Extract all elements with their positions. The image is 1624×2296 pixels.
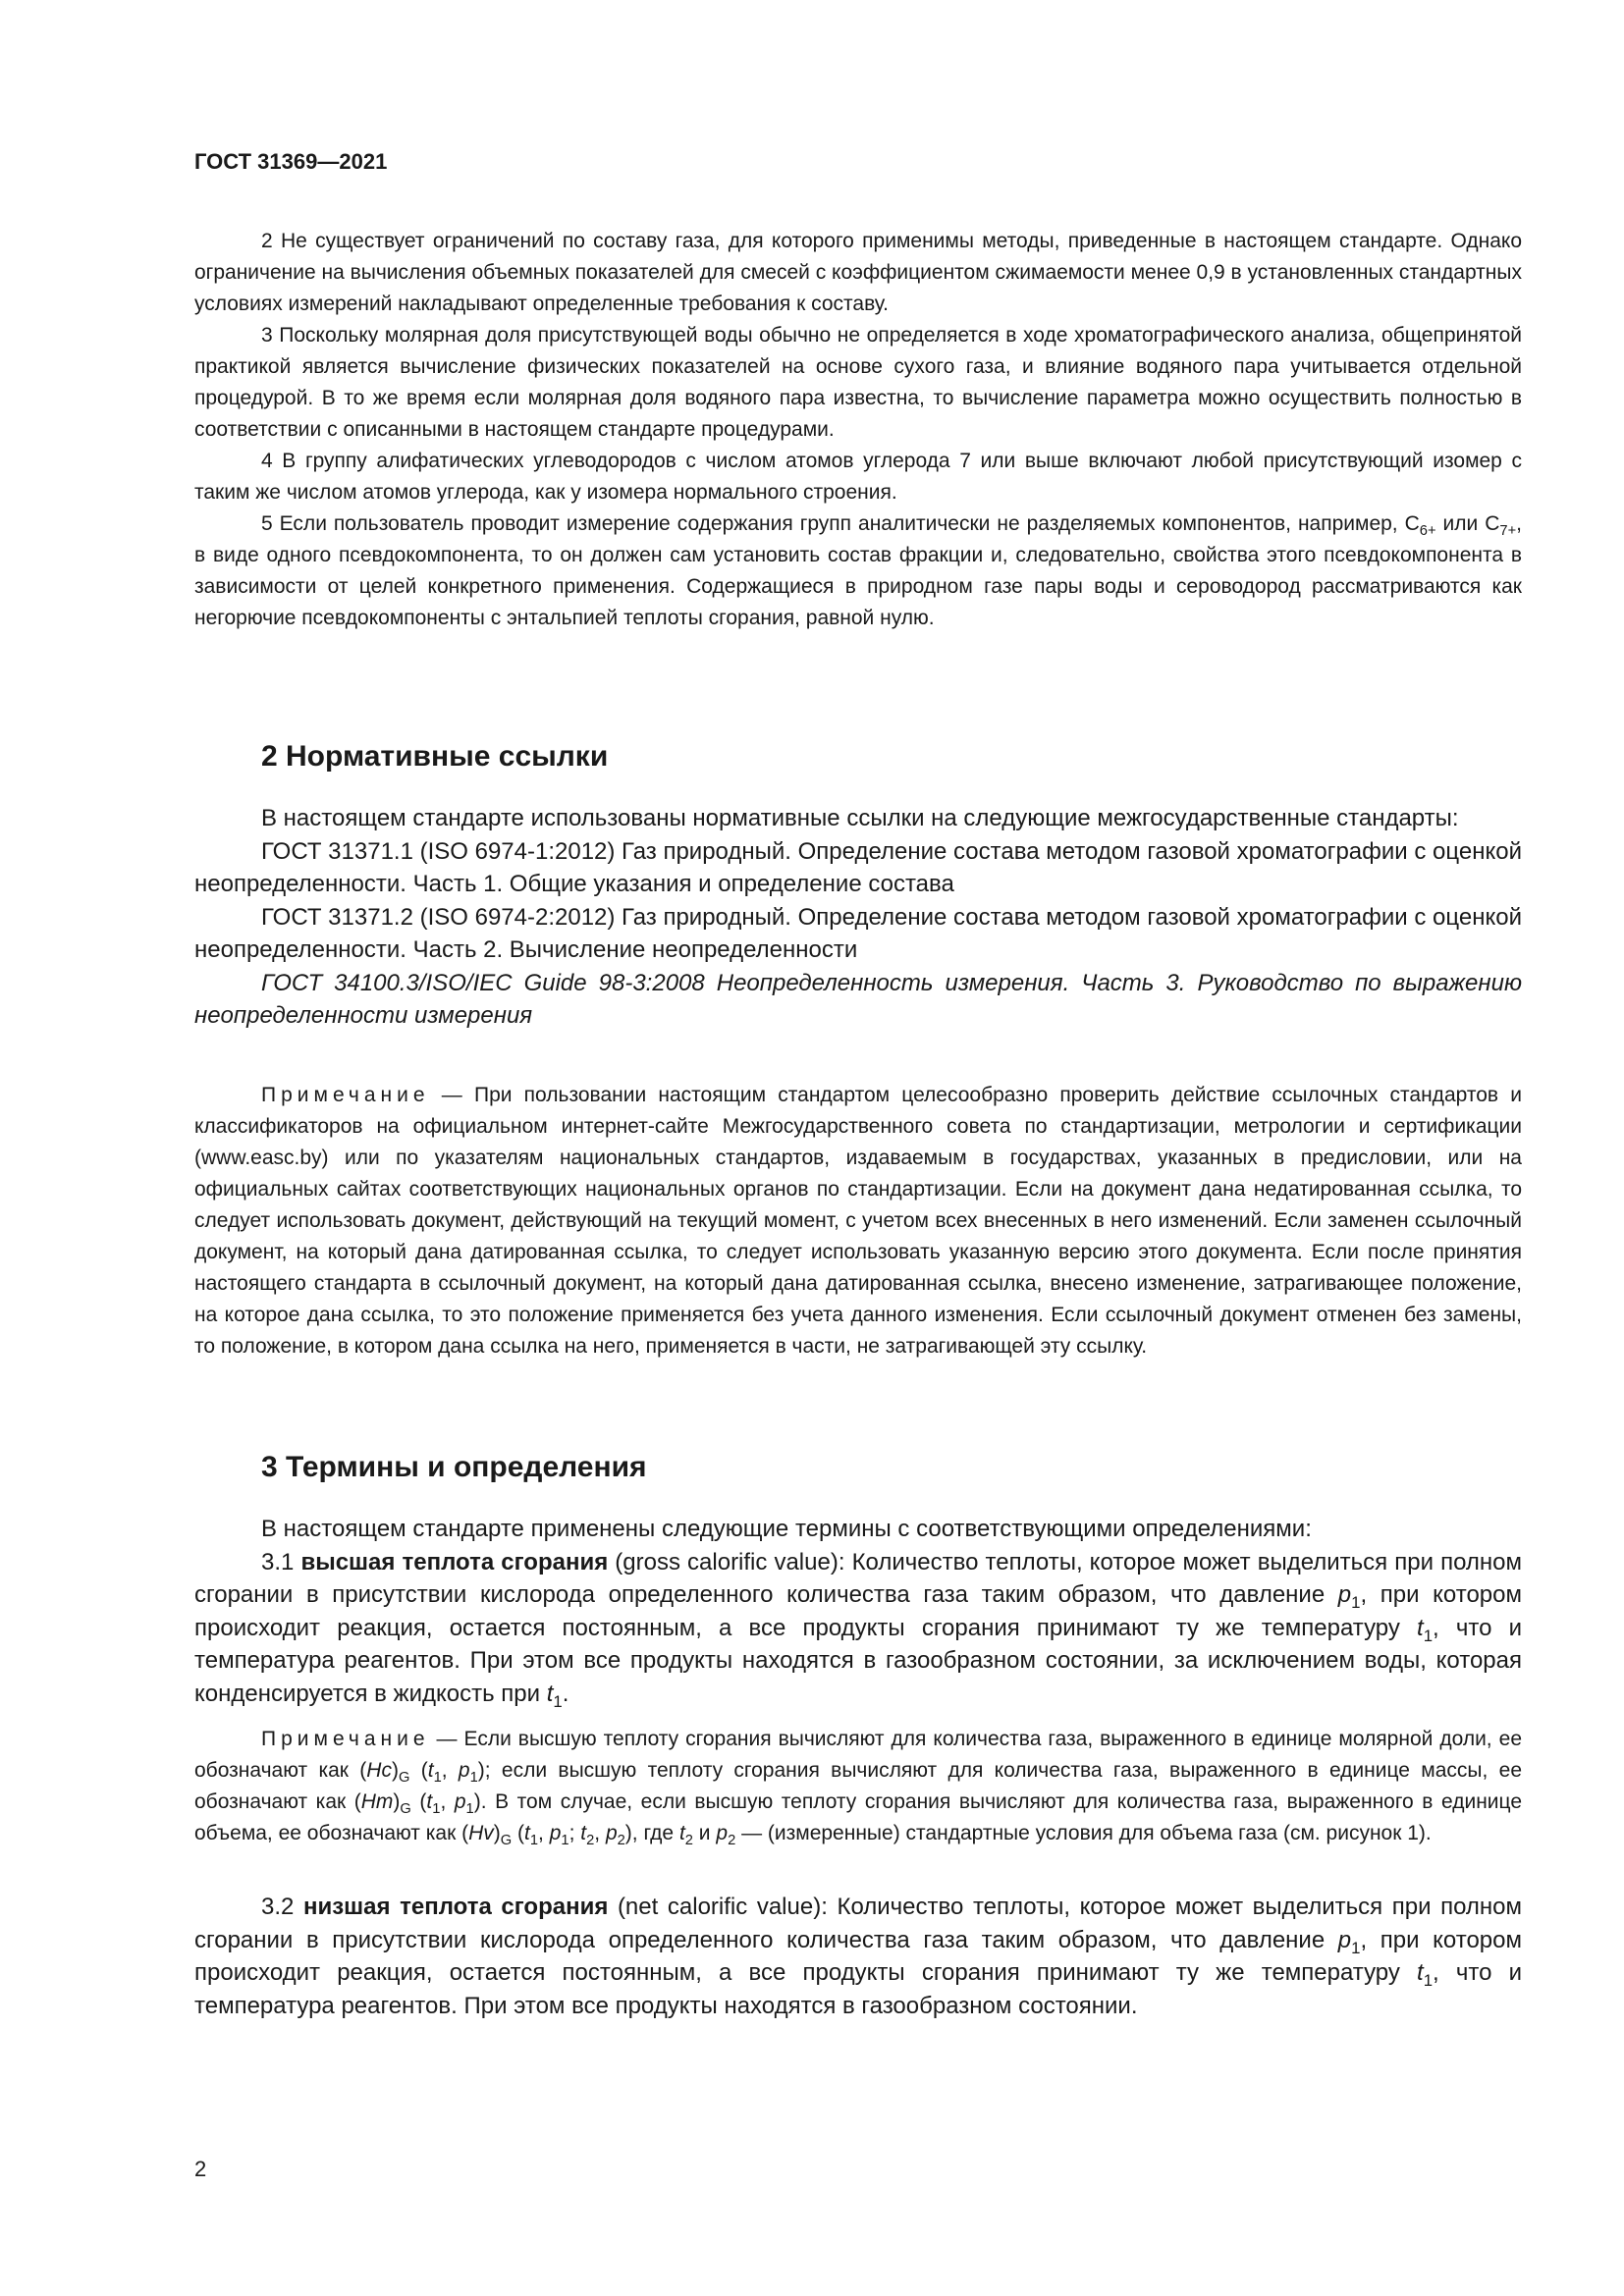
note-5: 5 Если пользователь проводит измерение содержания групп аналитически не разделяемых компонентов, например, $С_{6+}$ или $С_{7+}$, в виде одного псевдокомпонента, то он должен сам установить состав фракции и, следовательно, свойства этого псевдокомпонента в зависимости от целей конкретного применения. Содержащиеся в природном газе пары воды и сероводород рассматриваются как негорючие псевдокомпоненты с энтальпией теплоты сгорания, равной нулю.: [194, 512, 1522, 629]
term-3-1: 3.1 высшая теплота сгорания (gross calorific value): Количество теплоты, которое может выделиться при полном сгорании в присутствии кислорода определенного количества газа таким образом, что давление $p_1$, при котором происходит реакция, остается постоянным, а все продукты сгорания принимают ту же температуру $t_1$, что и температура реагентов. При этом все продукты находятся в газообразном состоянии, за исключением воды, которая конденсируется в жидкость при $t_1$.: [194, 1548, 1522, 1711]
reference-gost-31371-1: ГОСТ 31371.1 (ISO 6974-1:2012) Газ природный. Определение состава методом газовой хроматографии с оценкой неопределенности. Часть 1. Общие указания и определение состава: [194, 837, 1522, 897]
term-3-2: 3.2 низшая теплота сгорания (net calorific value): Количество теплоты, которое может выделиться при полном сгорании в присутствии кислорода определенного количества газа таким образом, что давление $p_1$, при котором происходит реакция, остается постоянным, а все продукты сгорания принимают ту же температуру $t_1$, что и температура реагентов. При этом все продукты находятся в газообразном состоянии.: [194, 1894, 1523, 2019]
reference-gost-31371-2: ГОСТ 31371.2 (ISO 6974-2:2012) Газ природный. Определение состава методом газовой хроматографии с оценкой неопределенности. Часть 2. Вычисление неопределенности: [194, 903, 1522, 963]
note-2: 2 Не существует ограничений по составу газа, для которого применимы методы, приведенные в настоящем стандарте. Однако ограничение на вычисления объемных показателей для смесей с коэффициентом сжимаемости менее 0,9 в установленных стандартных условиях измерений накладывают определенные требования к составу.: [194, 230, 1522, 315]
reference-gost-34100-3: ГОСТ 34100.3/ISO/IEC Guide 98-3:2008 Неопределенность измерения. Часть 3. Руководство по выражению неопределенности измерения: [194, 969, 1522, 1029]
section-2-note: [194, 1080, 1522, 1362]
notes-top: [194, 226, 1522, 634]
section-3-body: [194, 1513, 1522, 1710]
section-2-intro: В настоящем стандарте использованы нормативные ссылки на следующие межгосударственные стандарты:: [261, 805, 1459, 831]
section-3-heading: 3 Термины и определения: [261, 1451, 647, 1483]
note-text: — При пользовании настоящим стандартом целесообразно проверить действие ссылочных стандартов и классификаторов на официальном интернет-сайте Межгосударственного совета по стандартизации, метрологии и сертификации (www.easc.by) или по указателям национальных стандартов, издаваемым в государствах, указанных в предисловии, или на официальных сайтах соответствующих национальных органов по стандартизации. Если на документ дана недатированная ссылка, то следует использовать документ, действующий на текущий момент, с учетом всех внесенных в него изменений. Если заменен ссылочный документ, на который дана датированная ссылка, то следует использовать указанную версию этого документа. Если после принятия настоящего стандарта в ссылочный документ, на который дана датированная ссылка, внесено изменение, затрагивающее положение, на которое дана ссылка, то это положение применяется без учета данного изменения. Если ссылочный документ отменен без замены, то положение, в котором дана ссылка на него, применяется в части, не затрагивающей эту ссылку.: [194, 1084, 1522, 1358]
section-3-intro: В настоящем стандарте применены следующие термины с соответствующими определениями:: [261, 1516, 1312, 1542]
page-number: 2: [194, 2157, 207, 2181]
note-label: Примечание: [261, 1728, 430, 1750]
term-3-1-note: Примечание — Если высшую теплоту сгорания вычисляют для количества газа, выраженного в единице молярной доли, ее обозначают как $(Hc)_G$ ($t_1$, $p_1$); если высшую теплоту сгорания вычисляют для количества газа, выраженного в единице массы, ее обозначают как $(Hm)_G$ ($t_1$, $p_1$). В том случае, если высшую теплоту сгорания вычисляют для количества газа, выраженного в единице объема, ее обозначают как $(Hv)_G$ ($t_1$, $p_1$; $t_2$, $p_2$), где $t_2$ и $p_2$ — (измеренные) стандартные условия для объема газа (см. рисунок 1).: [194, 1728, 1523, 1849]
term-3-2-name: низшая теплота сгорания: [302, 1894, 609, 1920]
note-3: 3 Поскольку молярная доля присутствующей воды обычно не определяется в ходе хроматографического анализа, общепринятой практикой является вычисление физических показателей на основе сухого газа, и влияние водяного пара учитывается отдельной процедурой. В то же время если молярная доля водяного пара известна, то вычисление параметра можно осуществить полностью в соответствии с описанными в настоящем стандарте процедурами.: [194, 324, 1522, 441]
section-2-body: [194, 802, 1522, 1033]
note-4: 4 В группу алифатических углеводородов с числом атомов углерода 7 или выше включают любой присутствующий изомер с таким же числом атомов углерода, как у изомера нормального строения.: [194, 450, 1522, 504]
term-3-1-name: высшая теплота сгорания: [300, 1548, 609, 1575]
term-3-2-block: [194, 1891, 1522, 2022]
section-2-heading: 2 Нормативные ссылки: [261, 740, 609, 773]
note-label: Примечание: [261, 1084, 430, 1106]
document-header: ГОСТ 31369—2021: [194, 149, 388, 174]
